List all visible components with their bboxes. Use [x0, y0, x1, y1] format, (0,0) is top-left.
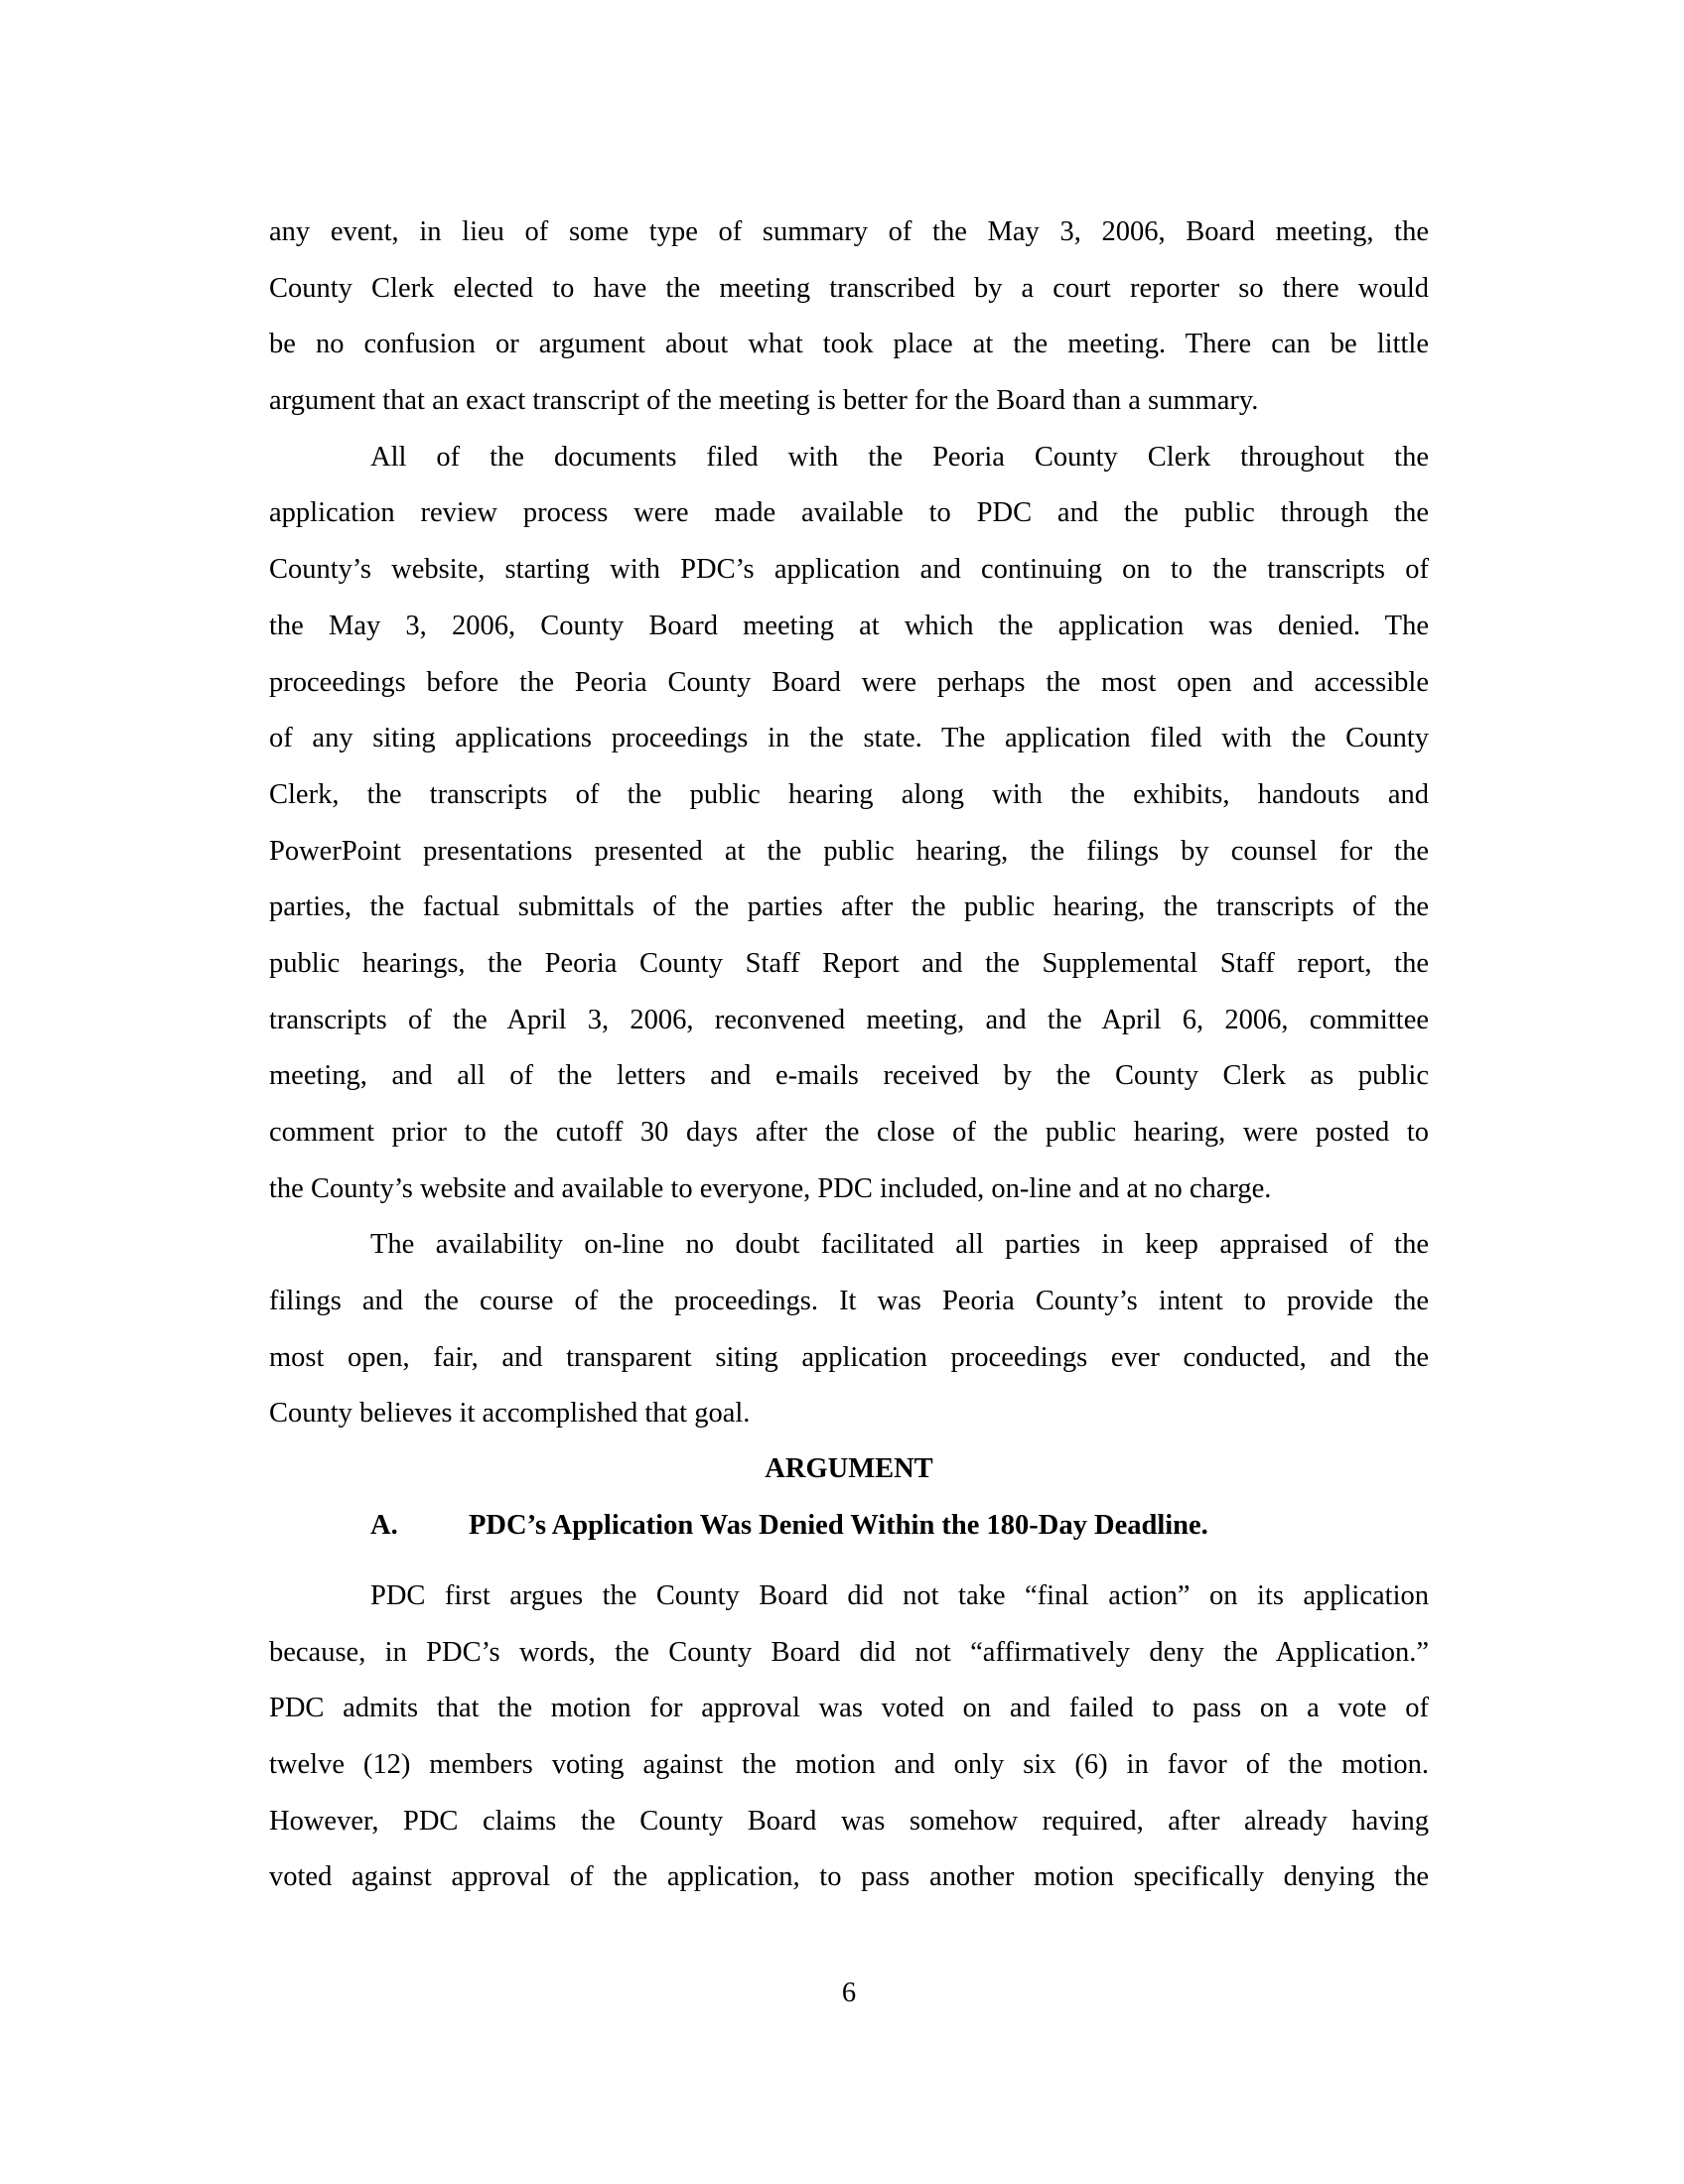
- text-line: Clerk, the transcripts of the public hearing along with the exhibits, handouts and: [269, 778, 1429, 810]
- body-text-bottom: [269, 1569, 1429, 1906]
- text-line: parties, the factual submittals of the parties after the public hearing, the transcripts of the: [269, 891, 1429, 923]
- text-line: County believes it accomplished that goal.: [269, 1398, 751, 1430]
- text-line: proceedings before the Peoria County Board were perhaps the most open and accessible: [269, 666, 1429, 698]
- text-line: All of the documents filed with the Peoria County Clerk throughout the: [370, 441, 1429, 473]
- text-line: argument that an exact transcript of the meeting is better for the Board than a summary.: [269, 385, 1259, 417]
- text-line: voted against approval of the application, to pass another motion specifically denying the: [269, 1861, 1429, 1893]
- text-line: PDC admits that the motion for approval was voted on and failed to pass on a vote of: [269, 1693, 1429, 1724]
- text-line: because, in PDC’s words, the County Board did not “affirmatively deny the Application.”: [269, 1636, 1429, 1668]
- argument-heading: ARGUMENT: [765, 1453, 933, 1484]
- body-text-top: [269, 205, 1429, 1442]
- text-line: transcripts of the April 3, 2006, reconvened meeting, and the April 6, 2006, committee: [269, 1004, 1429, 1035]
- text-line: the May 3, 2006, County Board meeting at which the application was denied. The: [269, 610, 1429, 641]
- text-line: most open, fair, and transparent siting application proceedings ever conducted, and the: [269, 1341, 1429, 1373]
- text-line: filings and the course of the proceedings. It was Peoria County’s intent to provide the: [269, 1286, 1429, 1317]
- text-line: However, PDC claims the County Board was somehow required, after already having: [269, 1805, 1429, 1837]
- section-a-label: A.: [370, 1510, 398, 1541]
- page-number: 6: [841, 1978, 857, 2008]
- text-line: PDC first argues the County Board did not take “final action” on its application: [370, 1580, 1429, 1611]
- text-line: comment prior to the cutoff 30 days after the close of the public hearing, were posted to: [269, 1117, 1429, 1148]
- text-line: twelve (12) members voting against the motion and only six (6) in favor of the motion.: [269, 1749, 1429, 1781]
- text-line: of any siting applications proceedings in the state. The application filed with the County: [269, 723, 1429, 754]
- text-line: be no confusion or argument about what took place at the meeting. There can be little: [269, 329, 1429, 360]
- text-line: meeting, and all of the letters and e-mails received by the County Clerk as public: [269, 1060, 1429, 1092]
- text-line: public hearings, the Peoria County Staff Report and the Supplemental Staff report, the: [269, 947, 1429, 979]
- section-a-heading: [370, 1498, 1208, 1555]
- text-line: The availability on-line no doubt facilitated all parties in keep appraised of the: [370, 1229, 1429, 1261]
- text-line: the County’s website and available to everyone, PDC included, on-line and at no charge.: [269, 1172, 1272, 1204]
- text-line: PowerPoint presentations presented at the public hearing, the filings by counsel for the: [269, 835, 1429, 867]
- text-line: any event, in lieu of some type of summary of the May 3, 2006, Board meeting, the: [269, 216, 1429, 247]
- text-line: application review process were made available to PDC and the public through the: [269, 497, 1429, 529]
- text-line: County’s website, starting with PDC’s application and continuing on to the transcripts of: [269, 554, 1429, 586]
- text-line: County Clerk elected to have the meeting transcribed by a court reporter so there would: [269, 272, 1429, 304]
- section-a-title: PDC’s Application Was Denied Within the 180-Day Deadline.: [469, 1510, 1208, 1541]
